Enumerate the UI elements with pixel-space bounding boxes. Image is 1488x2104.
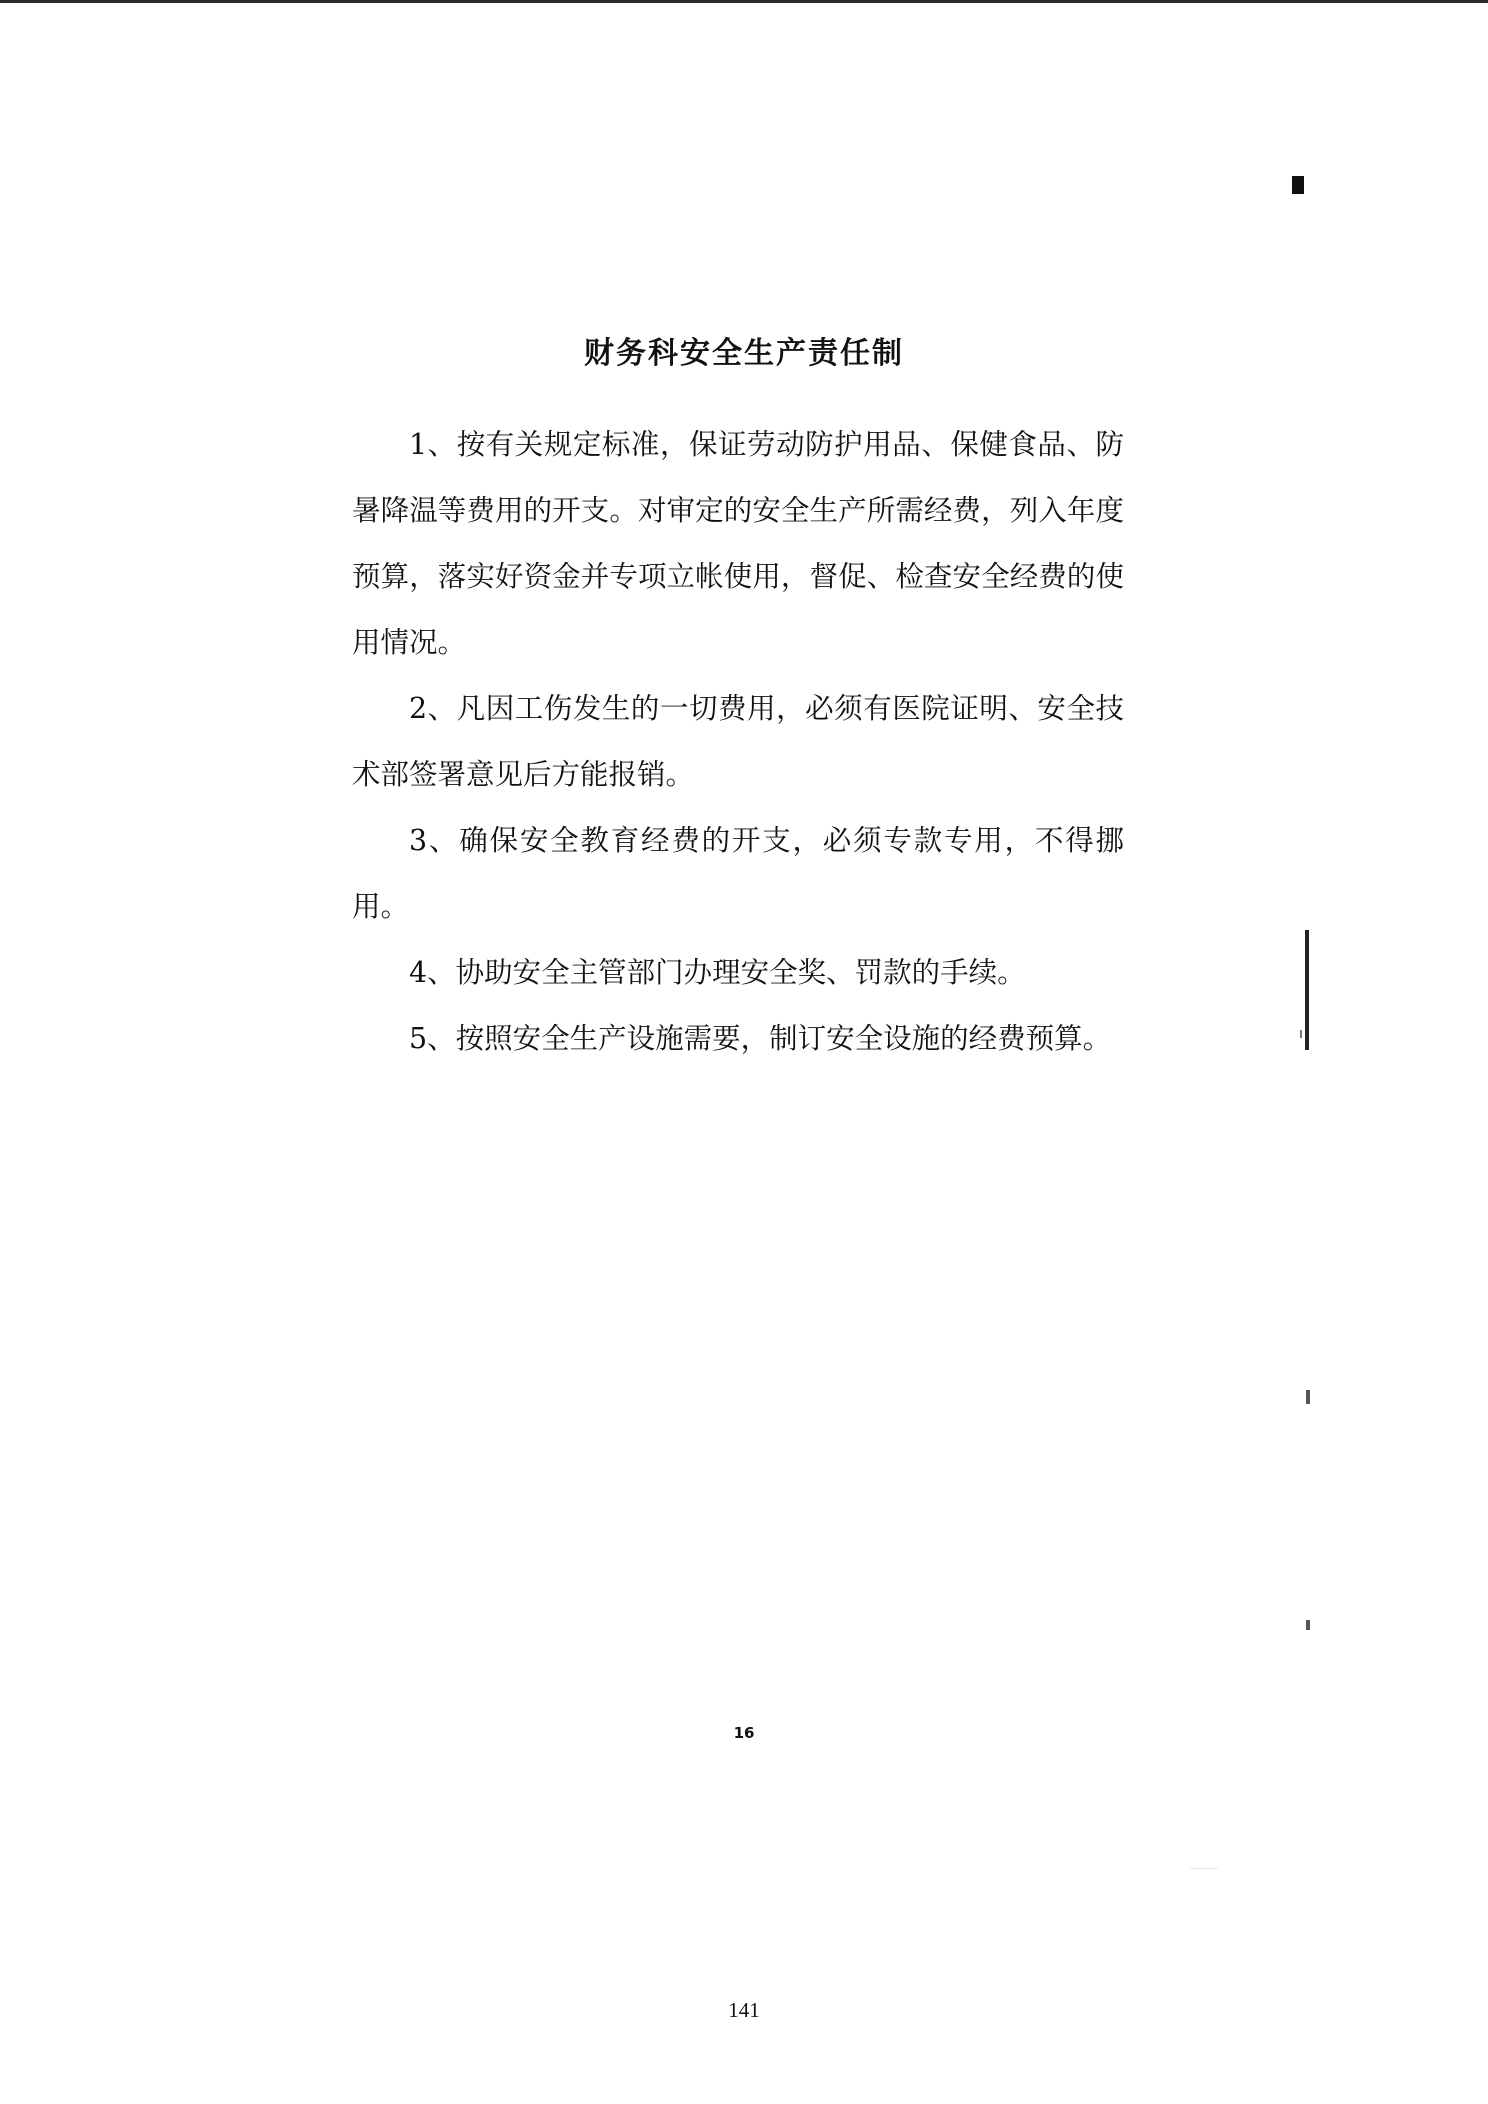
scan-edge-artifact: [1300, 1030, 1302, 1038]
inner-page-number: 16: [733, 1724, 755, 1742]
scan-edge-artifact: [1305, 930, 1309, 1050]
paragraph-1: 1、按有关规定标准，保证劳动防护用品、保健食品、防暑降温等费用的开支。对审定的安全生产所需经费，列入年度预算，落实好资金并专项立帐使用，督促、检查安全经费的使用情况。: [352, 428, 1124, 659]
document-title: 财务科安全生产责任制: [584, 336, 904, 371]
outer-page-number: 141: [728, 1998, 760, 2022]
scan-edge-artifact: [1306, 1390, 1310, 1404]
scan-ghost-line: [1190, 1868, 1218, 1869]
paragraph-3: 3、确保安全教育经费的开支，必须专款专用，不得挪用。: [352, 824, 1124, 923]
scan-mark: [1292, 176, 1304, 194]
scan-border-line: [0, 0, 1488, 3]
paragraph-5: 5、按照安全生产设施需要，制订安全设施的经费预算。: [409, 1022, 1112, 1055]
paragraph-4: 4、协助安全主管部门办理安全奖、罚款的手续。: [409, 956, 1026, 989]
scan-edge-artifact: [1306, 1620, 1310, 1630]
document-body: [352, 412, 1124, 1072]
paragraph-2: 2、凡因工伤发生的一切费用，必须有医院证明、安全技术部签署意见后方能报销。: [352, 692, 1124, 791]
